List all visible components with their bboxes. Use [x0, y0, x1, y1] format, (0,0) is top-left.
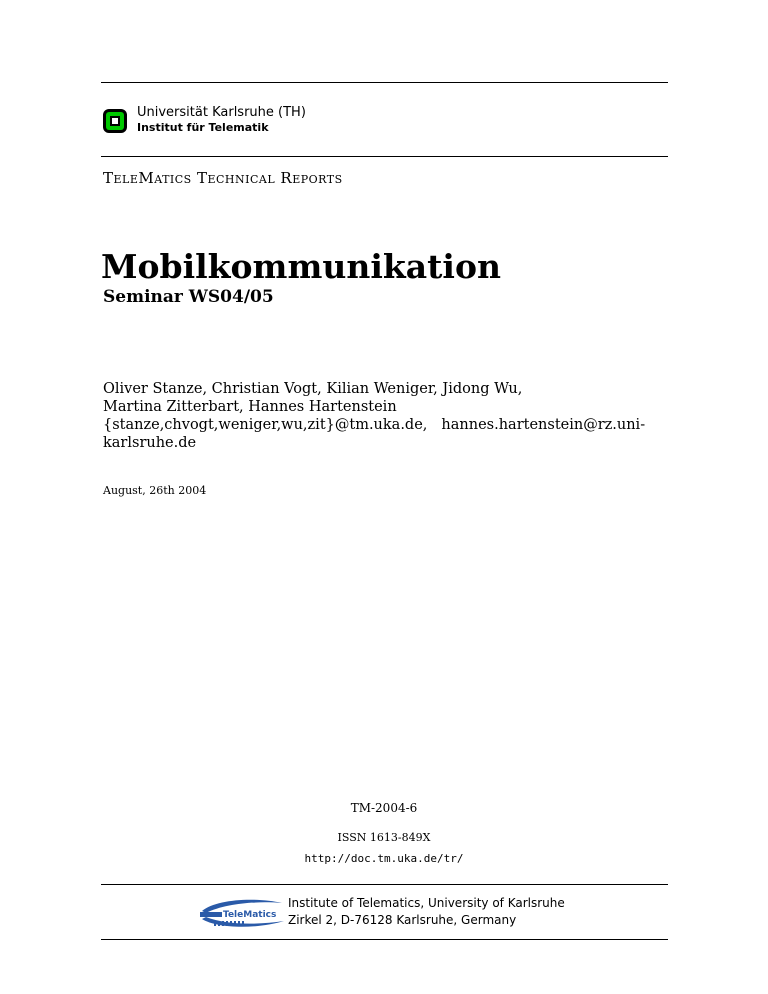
report-subtitle: Seminar WS04/05	[103, 287, 274, 307]
author-block	[103, 380, 668, 452]
telematics-logo-icon	[196, 897, 290, 931]
email-hartenstein: hannes.hartenstein@rz.uni-	[441, 417, 646, 433]
footer-rule-bottom	[101, 939, 668, 940]
report-number: TM-2004-6	[350, 801, 418, 815]
footer-rule-top	[101, 884, 668, 885]
issn-number: ISSN 1613-849X	[337, 831, 431, 844]
svg-text:TeleMatics: TeleMatics	[223, 910, 277, 920]
author-line-1: Oliver Stanze, Christian Vogt, Kilian Weniger, Jidong Wu,	[103, 381, 523, 397]
report-url[interactable]: http://doc.tm.uka.de/tr/	[304, 852, 464, 865]
email-group: {stanze,chvogt,weniger,wu,zit}@tm.uka.de,	[103, 417, 428, 433]
institute-name: Institut für Telematik	[137, 121, 269, 134]
author-line-2: Martina Zitterbart, Hannes Hartenstein	[103, 399, 397, 415]
university-logo-icon	[102, 108, 128, 134]
email-line-continued: karlsruhe.de	[103, 435, 197, 451]
header-rule	[101, 156, 668, 157]
report-series: TeleMatics Technical Reports	[103, 169, 343, 187]
report-title: Mobilkommunikation	[101, 247, 501, 286]
footer-address-line-1: Institute of Telematics, University of Karlsruhe	[288, 896, 565, 910]
report-date: August, 26th 2004	[103, 484, 207, 497]
top-rule	[101, 82, 668, 83]
email-line	[103, 416, 668, 434]
university-name: Universität Karlsruhe (TH)	[137, 105, 306, 120]
footer-address-line-2: Zirkel 2, D-76128 Karlsruhe, Germany	[288, 913, 517, 927]
